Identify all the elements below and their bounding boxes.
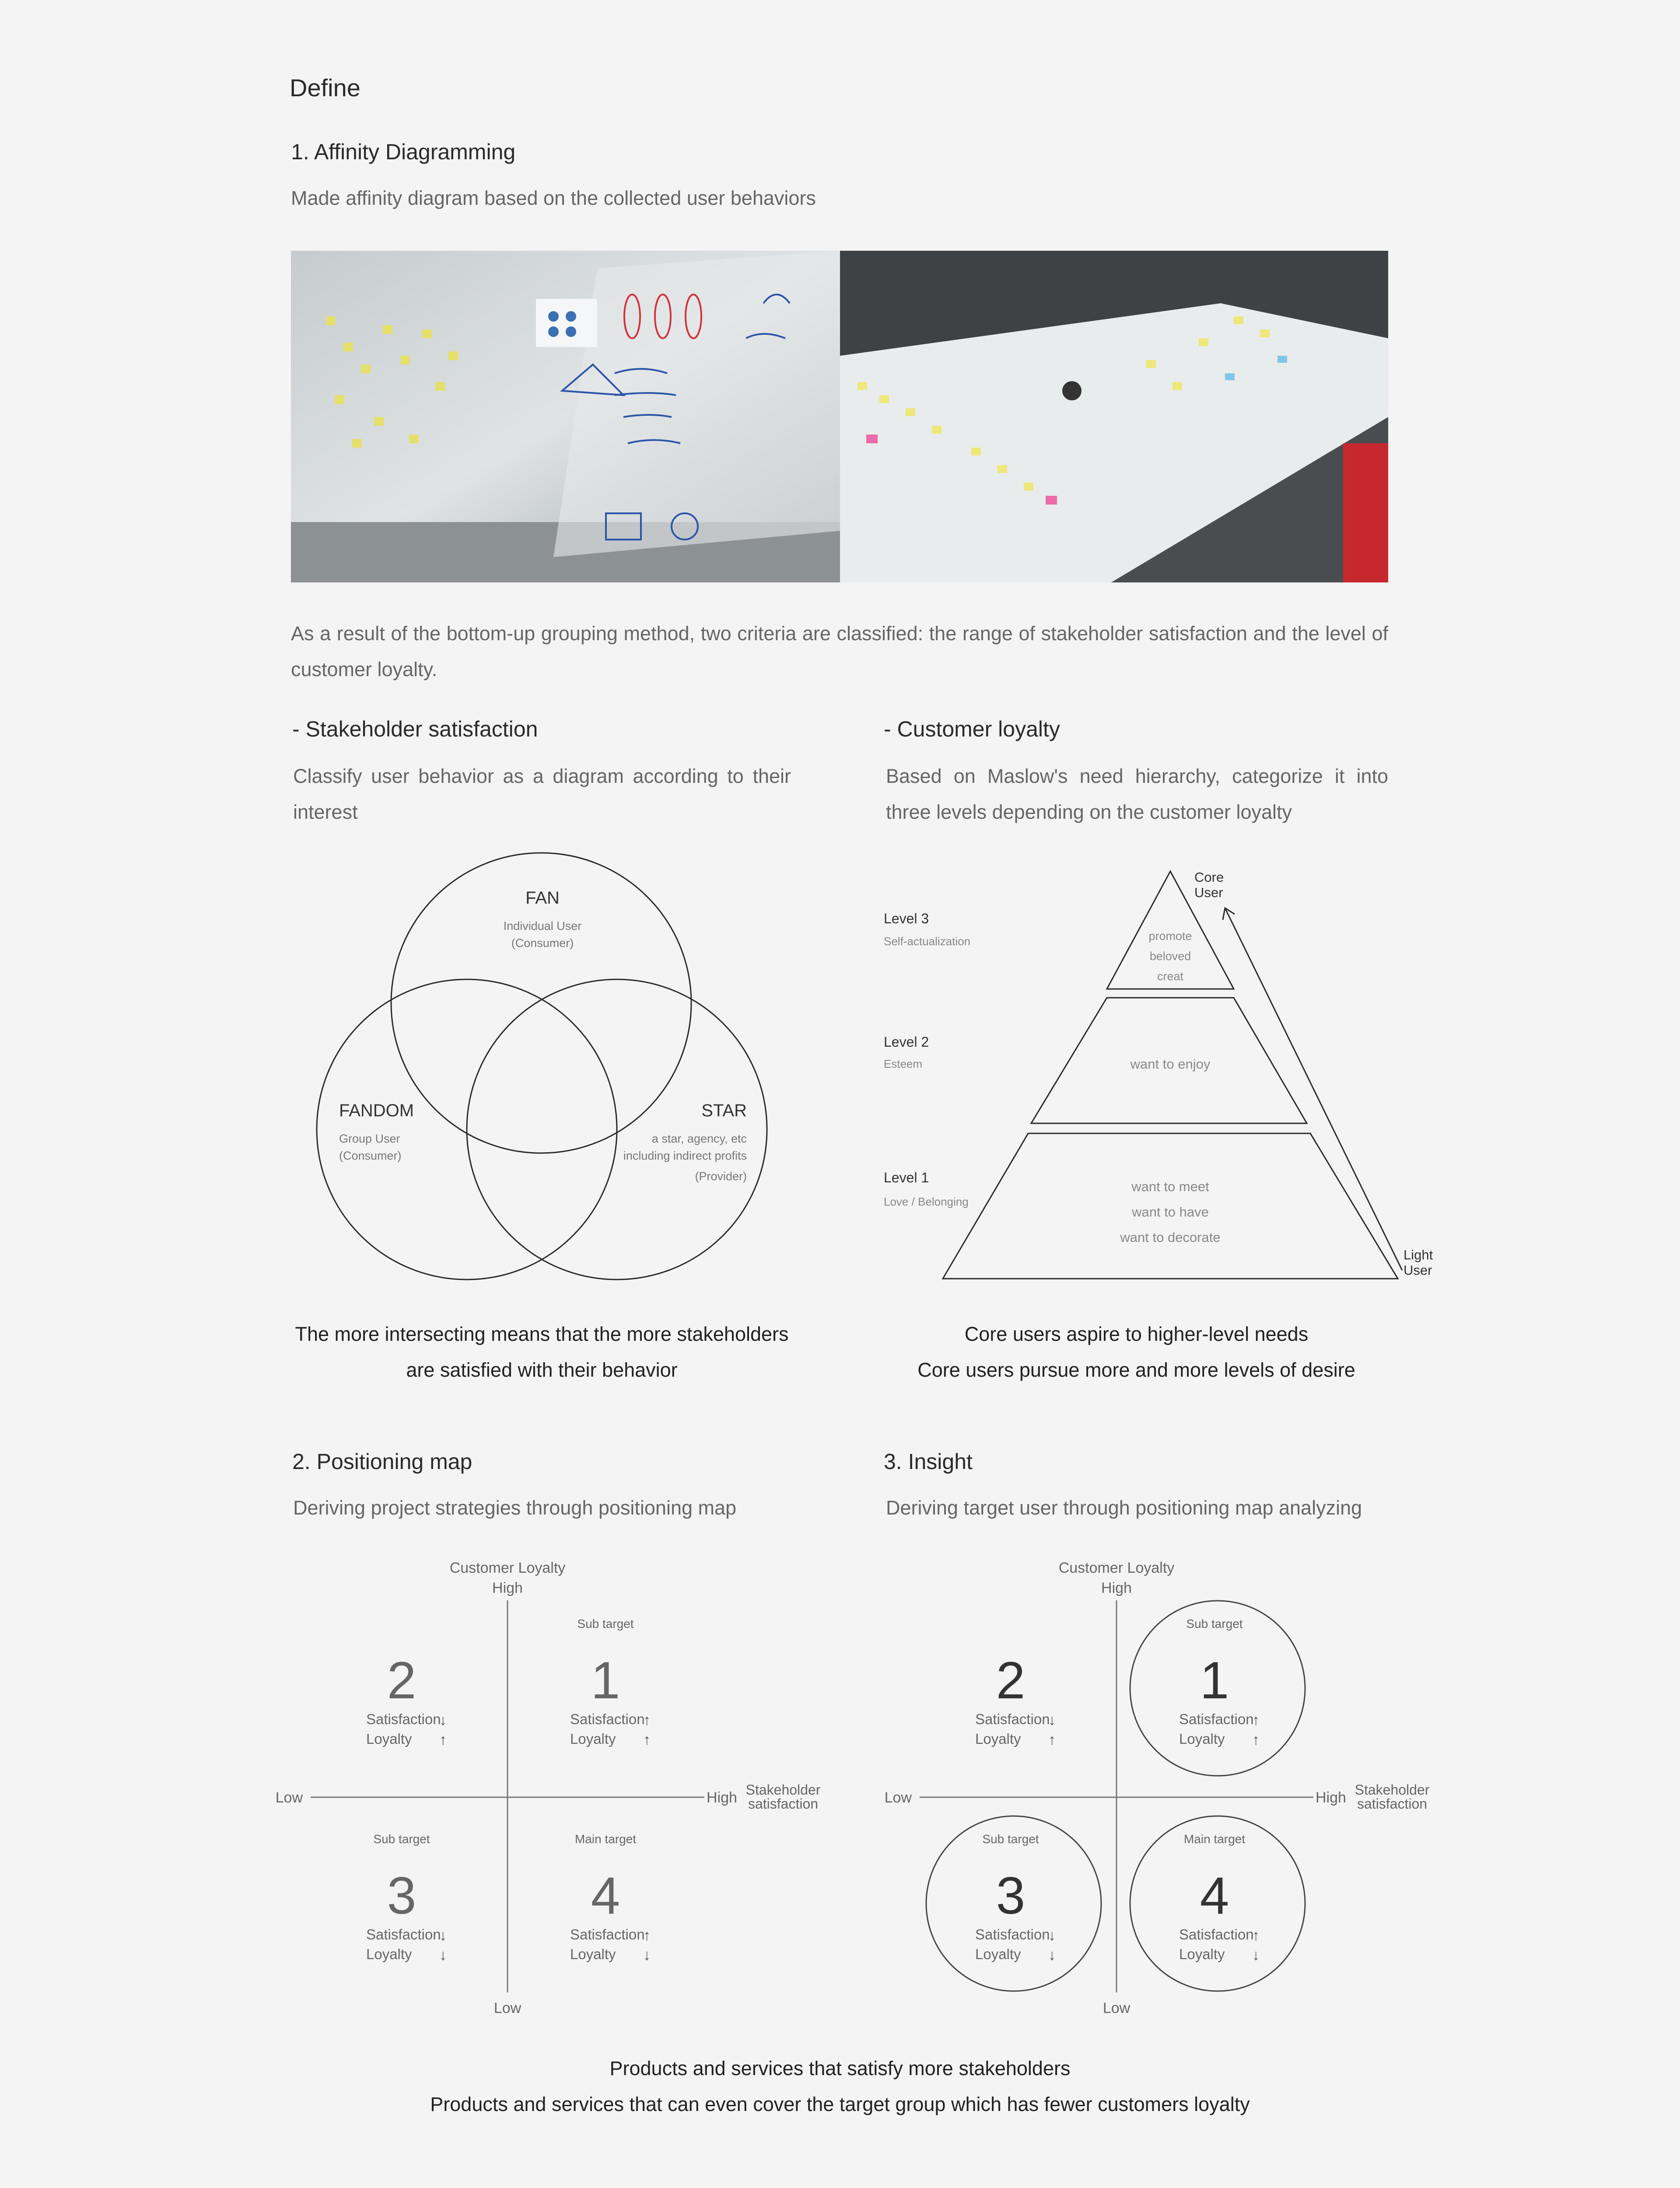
positioning-quadrant-1-tag: Sub target <box>577 1617 634 1630</box>
insight-quadrant-1-sat-arrow: ↑ <box>1252 1712 1260 1729</box>
level1-name: Level 1 <box>884 1170 929 1185</box>
positioning-quadrant-2-sat-arrow: ↓ <box>439 1712 447 1729</box>
positioning-quadrant-3-loy-label: Loyalty <box>366 1946 412 1962</box>
insight-quadrant-2-loy-arrow: ↑ <box>1048 1732 1056 1748</box>
insight-quadrant-1-sat-label: Satisfaction <box>1179 1711 1254 1727</box>
star-title: STAR <box>701 1101 747 1120</box>
insight-x-low: Low <box>884 1789 912 1806</box>
positioning-quadrant-4-tag: Main target <box>574 1832 637 1846</box>
insight-description: Deriving target user through positioning map analyzing <box>886 1497 1362 1519</box>
level2-tier <box>1031 998 1307 1123</box>
positioning-y-high: High <box>492 1580 523 1596</box>
star-sub1: a star, agency, etc <box>651 1132 747 1145</box>
insight-y-high: High <box>1101 1580 1132 1596</box>
insight-quadrant-2-sat-label: Satisfaction <box>975 1711 1050 1727</box>
positioning-x-title-2: satisfaction <box>748 1796 819 1812</box>
positioning-x-low: Low <box>275 1789 303 1806</box>
insight-quadrant-4-tag: Main target <box>1183 1832 1246 1846</box>
positioning-quadrant-2-number: 2 <box>387 1651 416 1710</box>
positioning-quadrant-3-loy-arrow: ↓ <box>439 1947 447 1964</box>
positioning-quadrant-3-tag: Sub target <box>373 1832 430 1846</box>
star-sub2: including indirect profits <box>623 1149 747 1162</box>
insight-quadrant-3-tag: Sub target <box>982 1832 1039 1846</box>
level1-need-2: want to have <box>1132 1204 1209 1220</box>
insight-quadrant-1-loy-label: Loyalty <box>1179 1731 1225 1747</box>
fandom-sub1: Group User <box>339 1132 400 1145</box>
core-user-line1: Core <box>1194 870 1224 885</box>
insight-quadrant-4-sat-label: Satisfaction <box>1179 1926 1254 1943</box>
level2-name: Level 2 <box>884 1034 929 1050</box>
positioning-y-low: Low <box>494 2000 522 2016</box>
insight-quadrant-2-loy-label: Loyalty <box>975 1731 1021 1747</box>
fandom-sub2: (Consumer) <box>339 1149 402 1162</box>
fan-circle <box>391 853 691 1153</box>
stakeholder-heading: - Stakeholder satisfaction <box>292 717 538 741</box>
insight-heading: 3. Insight <box>884 1449 973 1474</box>
positioning-quadrant-1-sat-label: Satisfaction <box>570 1711 645 1727</box>
level2-sub: Esteem <box>884 1057 923 1070</box>
level1-need-1: want to meet <box>1131 1179 1209 1194</box>
insight-x-high: High <box>1316 1789 1346 1806</box>
venn-caption-line2: are satisfied with their behavior <box>406 1359 678 1381</box>
insight-quadrant-1-loy-arrow: ↑ <box>1252 1732 1260 1748</box>
positioning-quadrant-1-loy-label: Loyalty <box>570 1731 616 1747</box>
level3-sub: Self-actualization <box>884 935 970 948</box>
page-title: Define <box>290 74 360 102</box>
insight-quadrant-3-circle <box>926 1816 1101 1991</box>
positioning-quadrant-3-sat-arrow: ↓ <box>439 1927 447 1944</box>
level3-tier <box>1107 871 1234 989</box>
insight-x-title-2: satisfaction <box>1357 1796 1428 1812</box>
insight-x-title-1: Stakeholder <box>1354 1782 1430 1798</box>
pyramid-caption-line2: Core users pursue more and more levels of desire <box>917 1359 1355 1381</box>
level2-need-1: want to enjoy <box>1130 1056 1211 1072</box>
positioning-heading: 2. Positioning map <box>292 1449 472 1474</box>
positioning-quadrant-4-sat-label: Satisfaction <box>570 1926 645 1943</box>
positioning-quadrant-2-loy-arrow: ↑ <box>439 1732 447 1748</box>
positioning-y-title: Customer Loyalty <box>449 1560 566 1576</box>
fandom-circle <box>317 979 617 1280</box>
stakeholder-description: Classify user behavior as a diagram according to their interest <box>293 765 791 823</box>
level3-need-1: promote <box>1148 929 1192 943</box>
loyalty-description: Based on Maslow's need hierarchy, categorize it into three levels depending on the customer loyalty <box>886 765 1388 823</box>
insight-quadrant-3-loy-arrow: ↓ <box>1048 1947 1056 1964</box>
level1-need-3: want to decorate <box>1120 1230 1221 1245</box>
level3-need-3: creat <box>1157 970 1184 983</box>
fandom-title: FANDOM <box>339 1101 414 1120</box>
level3-need-2: beloved <box>1149 950 1191 963</box>
footer-line2: Products and services that can even cover the target group which has fewer customers loyalty <box>430 2093 1250 2115</box>
level1-tier <box>943 1133 1398 1279</box>
star-sub3: (Provider) <box>695 1170 747 1183</box>
level3-name: Level 3 <box>884 911 929 926</box>
fan-title: FAN <box>525 888 560 908</box>
insight-quadrant-4-number: 4 <box>1200 1866 1229 1925</box>
insight-quadrant-1-tag: Sub target <box>1186 1617 1243 1630</box>
positioning-quadrant-3-number: 3 <box>387 1866 416 1925</box>
positioning-quadrant-1-number: 1 <box>591 1651 620 1710</box>
positioning-quadrant-4-loy-label: Loyalty <box>570 1946 616 1962</box>
positioning-quadrant-4-loy-arrow: ↓ <box>643 1947 651 1964</box>
positioning-quadrant-4-number: 4 <box>591 1866 620 1925</box>
loyalty-arrow <box>1225 909 1402 1270</box>
positioning-quadrant-2-loy-label: Loyalty <box>366 1731 412 1747</box>
insight-quadrant-3-number: 3 <box>996 1866 1026 1925</box>
positioning-quadrant-4-sat-arrow: ↑ <box>643 1927 651 1944</box>
insight-quadrant-4-loy-arrow: ↓ <box>1252 1947 1260 1964</box>
fan-sub1: Individual User <box>503 919 582 933</box>
insight-y-low: Low <box>1102 2000 1130 2016</box>
venn-caption-line1: The more intersecting means that the more stakeholders <box>295 1323 789 1345</box>
positioning-description: Deriving project strategies through positioning map <box>293 1497 737 1519</box>
insight-quadrant-2-sat-arrow: ↓ <box>1048 1712 1056 1729</box>
positioning-quadrant-1-sat-arrow: ↑ <box>643 1712 651 1729</box>
insight-quadrant-3-sat-arrow: ↓ <box>1048 1927 1056 1944</box>
loyalty-heading: - Customer loyalty <box>884 717 1060 741</box>
insight-quadrant-4-loy-label: Loyalty <box>1179 1946 1225 1962</box>
insight-quadrant-4-circle <box>1130 1816 1305 1991</box>
insight-quadrant-2-number: 2 <box>996 1651 1026 1710</box>
insight-quadrant-3-loy-label: Loyalty <box>975 1946 1021 1962</box>
star-circle <box>467 979 767 1280</box>
positioning-x-high: High <box>707 1789 737 1806</box>
positioning-quadrant-2-sat-label: Satisfaction <box>366 1711 441 1727</box>
positioning-quadrant-3-sat-label: Satisfaction <box>366 1926 441 1943</box>
affinity-description: Made affinity diagram based on the collected user behaviors <box>291 187 816 209</box>
light-user-line1: Light <box>1404 1247 1433 1262</box>
insight-y-title: Customer Loyalty <box>1058 1560 1175 1576</box>
positioning-quadrant-1-loy-arrow: ↑ <box>643 1732 651 1748</box>
core-user-line2: User <box>1194 885 1223 900</box>
insight-quadrant-1-circle <box>1130 1601 1305 1776</box>
fan-sub2: (Consumer) <box>511 936 574 950</box>
affinity-result-text: As a result of the bottom-up grouping method, two criteria are classified: the range of stakeholder satisfaction and the level of customer loyalty. <box>291 622 1388 680</box>
positioning-x-title-1: Stakeholder <box>746 1782 821 1798</box>
table-photo <box>840 251 1388 582</box>
affinity-heading: 1. Affinity Diagramming <box>291 140 516 164</box>
whiteboard-photo <box>291 251 840 582</box>
footer-line1: Products and services that satisfy more stakeholders <box>609 2057 1071 2079</box>
insight-quadrant-1-number: 1 <box>1200 1651 1229 1710</box>
pyramid-caption-line1: Core users aspire to higher-level needs <box>964 1323 1309 1345</box>
light-user-line2: User <box>1404 1262 1432 1278</box>
insight-quadrant-3-sat-label: Satisfaction <box>975 1926 1050 1943</box>
insight-quadrant-4-sat-arrow: ↑ <box>1252 1927 1260 1944</box>
level1-sub: Love / Belonging <box>884 1195 969 1208</box>
